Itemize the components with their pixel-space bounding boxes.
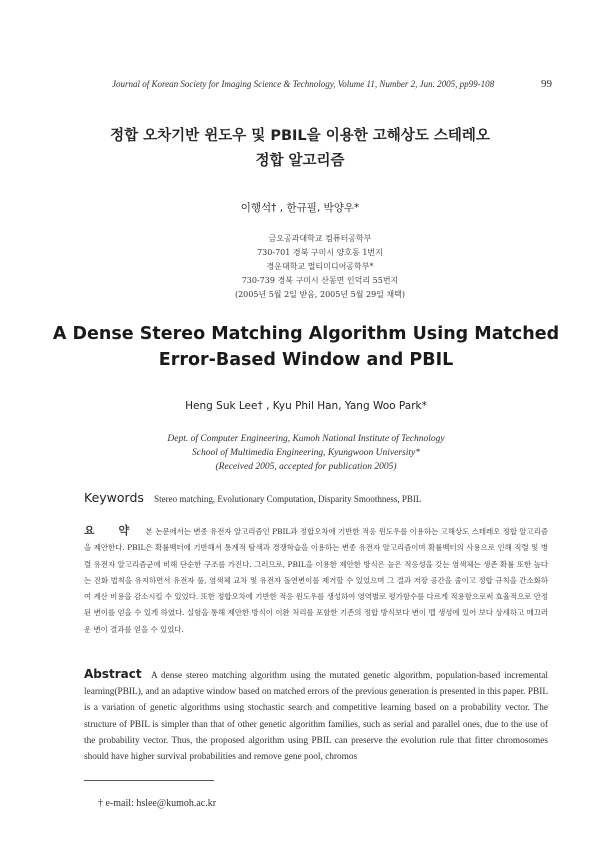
keywords-section	[84, 490, 564, 505]
korean-affiliation-line-1: 금오공과대학교 컴퓨터공학부	[268, 234, 372, 243]
korean-affiliations	[0, 232, 600, 302]
english-affiliations	[0, 432, 600, 474]
korean-authors: 이행석† , 한규필, 박양우*	[240, 202, 360, 214]
page-number: 99	[541, 78, 552, 90]
korean-received-date: (2005년 5월 2일 받음, 2005년 5월 29일 채택)	[234, 290, 406, 299]
running-header	[112, 78, 552, 90]
korean-abstract-text: 본 논문에서는 변종 유전자 알고리즘인 PBIL과 정합오차에 기반한 적응 윈도우를 이용하는 고해상도 스테레오 정합 알고리즘을 제안한다. PBIL은 확률벡터에 기반해서 통계적 탐색과 경쟁학습을 이용하는 변종 유전자 알고리즘이며 확률벡터의 사용으로 인해 직렬 및 병렬 유전자 알고리즘군에 비해 단순한 구조를 가진다. 그러므로, PBIL을 이용한 제안한 방식은 높은 적응성을 갖는 염색체는 생존 확률 또한 높다는 진화 법칙을 유지하면서 유전자 풀, 염색체 교차 및 유전자 돌연변이를 제거할 수 있었으며 그 결과 저장 공간을 줄이고 정합 규칙을 간소화하여 계산 비용을 감소시킬 수 있었다. 또한 정합오차에 기반한 적응 윈도우를 생성하여 영역별로 평가함수를 다르게 적용함으로써 효율적으로 안정된 변이를 얻을 수 있게 하였다. 실험을 통해 제안한 방식이 이완 처리를 포함한 기존의 정합 방식보다 변이 맵 생성에 있어 보다 상세하고 매끄러운 변이 결과를 얻을 수 있었다.	[84, 527, 548, 634]
english-title-line-2: Error-Based Window and PBIL	[158, 350, 454, 370]
korean-title-line-2: 정합 알고리즘	[255, 153, 345, 169]
keywords-text: Stereo matching, Evolutionary Computation, Disparity Smoothness, PBIL	[154, 494, 422, 504]
keywords-label: Keywords	[84, 490, 144, 505]
korean-affiliation-line-3: 경운대학교 멀티미디어공학부*	[266, 262, 374, 271]
footnote-email: † e-mail: hslee@kumoh.ac.kr	[98, 798, 217, 809]
korean-affiliation-line-4: 730-739 경북 구미시 산동면 인덕리 55번지	[241, 276, 399, 285]
korean-abstract	[84, 523, 548, 638]
english-abstract-label: Abstract	[84, 667, 142, 681]
english-abstract-text: A dense stereo matching algorithm using the mutated genetic algorithm, population-based incremental learning(PBIL), and an adaptive window based on matched errors of the previous generation is presented in this paper. PBIL is a variation of genetic algorithms using stochastic search and competitive learning based on a probability vector. The structure of PBIL is simpler than that of other genetic algorithm families, such as serial and parallel ones, due to the use of the probability vector. Thus, the proposed algorithm using PBIL can preserve the evolution rule that fitter chromosomes should have higher survival probabilities and remove gene pool, chromos	[84, 671, 548, 763]
english-title	[0, 321, 600, 373]
english-abstract	[84, 666, 548, 765]
english-affiliation-line-2: School of Multimedia Engineering, Kyungwoon University*	[192, 448, 420, 458]
english-title-line-1: A Dense Stereo Matching Algorithm Using Matched	[52, 324, 560, 344]
korean-affiliation-line-2: 730-701 경북 구미시 양호동 1번지	[257, 248, 383, 257]
english-affiliation-line-1: Dept. of Computer Engineering, Kumoh National Institute of Technology	[167, 434, 445, 444]
korean-title	[0, 124, 600, 174]
korean-title-line-1: 정합 오차기반 윈도우 및 PBIL을 이용한 고해상도 스테레오	[110, 128, 490, 144]
english-authors: Heng Suk Lee† , Kyu Phil Han, Yang Woo Park*	[185, 400, 427, 412]
journal-citation: Journal of Korean Society for Imaging Science & Technology, Volume 11, Number 2, Jun. 2005, pp99-108	[112, 79, 495, 89]
footnote-divider	[84, 780, 214, 781]
english-received-date: (Received 2005, accepted for publication 2005)	[215, 462, 397, 472]
korean-abstract-label: 요 약	[84, 524, 140, 537]
